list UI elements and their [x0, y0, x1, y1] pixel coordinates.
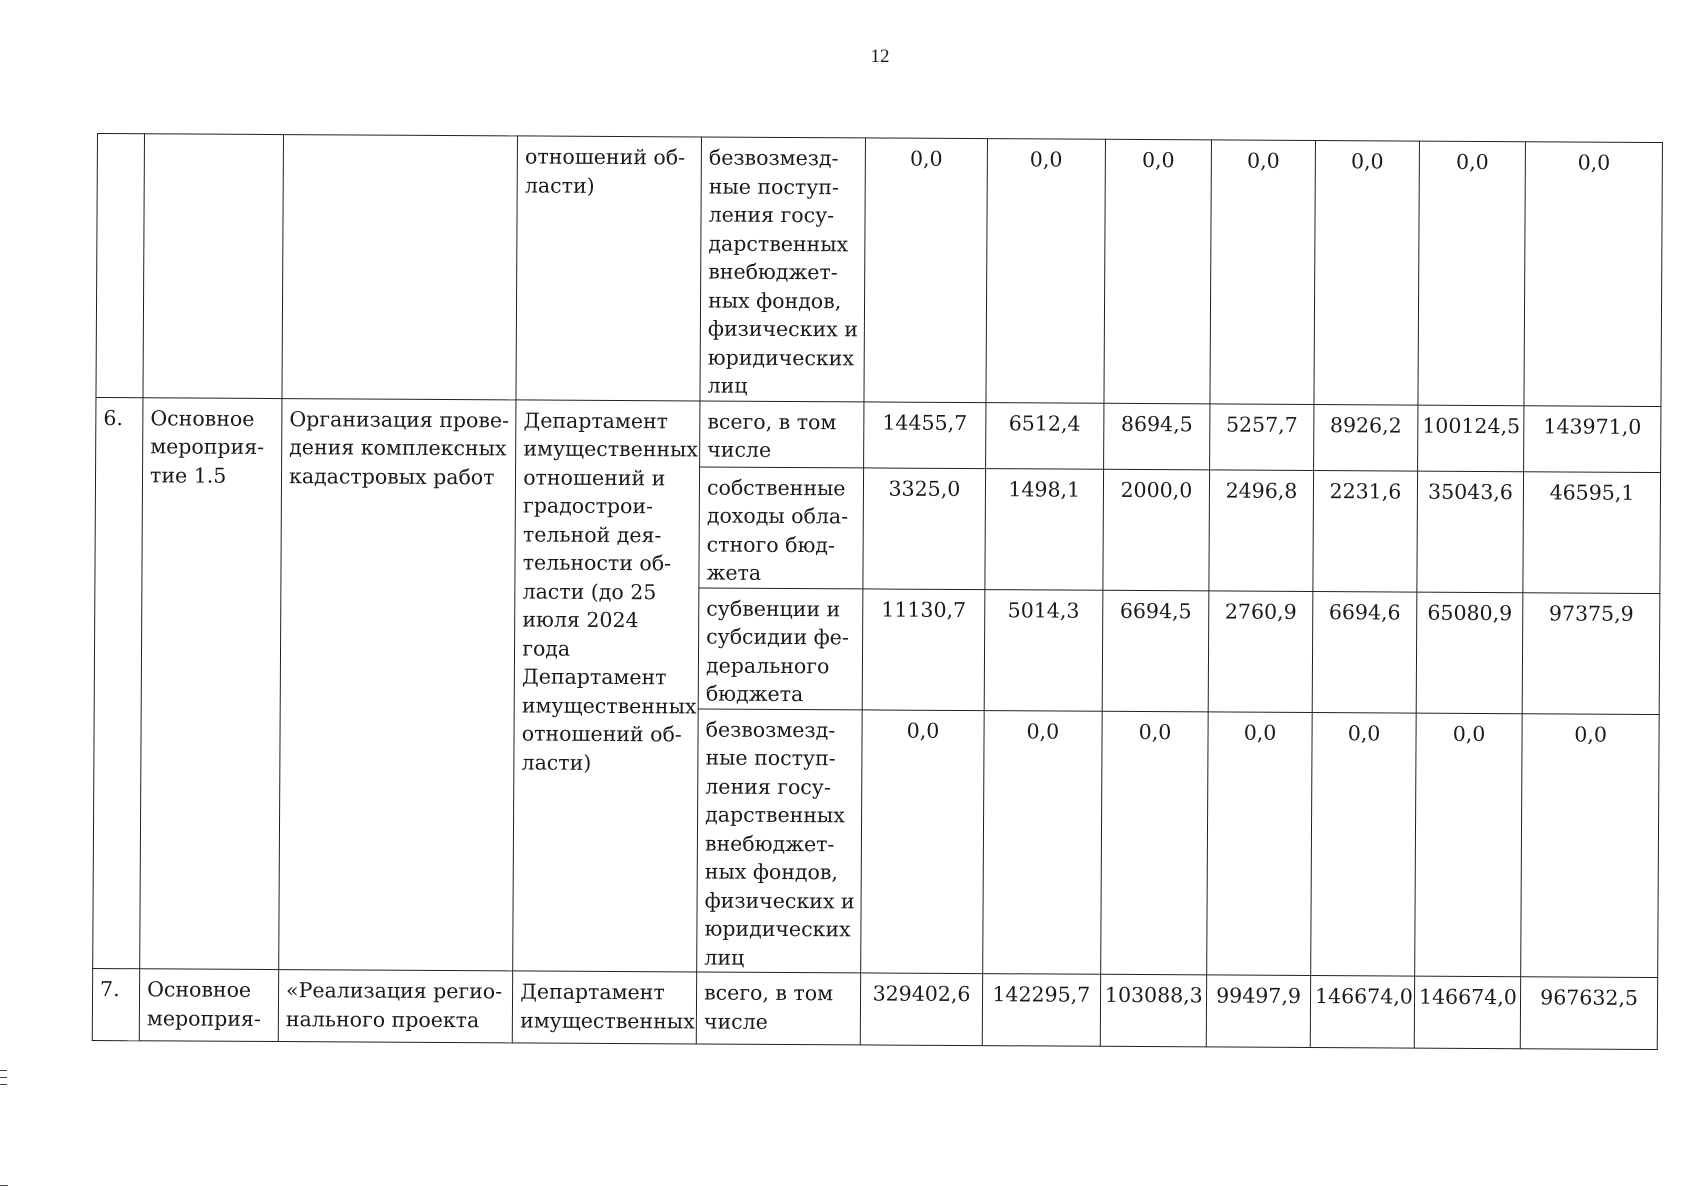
table-row [96, 397, 1661, 472]
event-type-cell: Основное мероприя- [139, 969, 278, 1042]
value-cell: 2760,9 [1208, 590, 1313, 712]
value-cell: 2496,8 [1209, 469, 1314, 591]
value-cell: 2231,6 [1313, 470, 1418, 592]
event-name-cell [282, 135, 518, 400]
value-cell: 6694,5 [1102, 590, 1209, 712]
budget-table [92, 133, 1663, 1050]
value-cell: 0,0 [1524, 142, 1662, 406]
value-cell: 1498,1 [985, 468, 1104, 590]
value-cell: 5014,3 [984, 589, 1103, 711]
value-cell: 3325,0 [863, 467, 985, 589]
table-row [96, 134, 1662, 407]
value-cell: 0,0 [1415, 713, 1523, 977]
funding-source-cell: безвозмезд- ные поступ- ления госу- дарственных внебюджет- ных фондов, физических и юридических лиц [697, 708, 863, 972]
value-cell: 0,0 [1207, 711, 1312, 975]
executor-cell: Департамент имущественных [512, 971, 696, 1044]
value-cell: 5257,7 [1210, 403, 1314, 470]
funding-source-cell: всего, в том числе [700, 400, 865, 467]
table-row [92, 968, 1657, 1049]
value-cell: 65080,9 [1416, 592, 1523, 714]
value-cell: 8926,2 [1314, 404, 1418, 471]
funding-source-cell: всего, в том числе [696, 972, 861, 1045]
row-number-cell [96, 134, 145, 398]
value-cell: 0,0 [864, 138, 987, 402]
value-cell: 100124,5 [1418, 405, 1525, 472]
value-cell: 329402,6 [860, 973, 982, 1046]
value-cell: 103088,3 [1100, 974, 1207, 1047]
value-cell: 2000,0 [1103, 469, 1210, 591]
value-cell: 99497,9 [1206, 975, 1310, 1048]
value-cell: 143971,0 [1524, 405, 1661, 472]
value-cell: 0,0 [1314, 141, 1419, 405]
value-cell: 0,0 [1101, 711, 1209, 975]
executor-cell: отношений об- ласти) [516, 136, 701, 401]
row-number-cell: 6. [93, 397, 143, 969]
funding-source-cell: безвозмезд- ные поступ- ления госу- дарственных внебюджет- ных фондов, физических и юридических лиц [700, 137, 866, 401]
value-cell: 0,0 [1521, 713, 1659, 977]
value-cell: 97375,9 [1522, 592, 1660, 714]
value-cell: 46595,1 [1523, 471, 1661, 593]
value-cell: 6694,6 [1312, 591, 1417, 713]
value-cell: 0,0 [1104, 139, 1212, 403]
event-name-cell: «Реализация регио- нального проекта [278, 970, 513, 1043]
value-cell: 0,0 [982, 710, 1102, 974]
value-cell: 35043,6 [1417, 471, 1524, 593]
funding-source-cell: собственные доходы обла- стного бюд- жета [699, 466, 864, 588]
value-cell: 967632,5 [1520, 977, 1657, 1050]
value-cell: 146674,0 [1310, 976, 1414, 1049]
value-cell: 0,0 [1210, 140, 1315, 404]
value-cell: 0,0 [1311, 712, 1416, 976]
funding-source-cell: субвенции и субсидии фе- дерального бюджета [698, 587, 863, 709]
value-cell: 6512,4 [985, 402, 1104, 469]
event-name-cell: Организация прове- дения комплексных кадастровых работ [279, 398, 516, 971]
value-cell: 0,0 [986, 139, 1106, 403]
page-number: 12 [870, 46, 890, 67]
row-number-cell: 7. [92, 968, 139, 1040]
binding-margin-mark [0, 1185, 8, 1186]
event-type-cell: Основное мероприя- тие 1.5 [140, 397, 282, 969]
value-cell: 14455,7 [864, 401, 986, 468]
value-cell: 11130,7 [862, 588, 984, 710]
value-cell: 0,0 [861, 709, 984, 973]
binding-margin-marks [0, 1070, 8, 1091]
value-cell: 8694,5 [1103, 403, 1210, 470]
executor-cell: Департамент имущественных отношений и градострои- тельной дея- тельности об- ласти (до 25 июля 2024 года Департамент имущественных отношений об- ласти) [513, 399, 700, 972]
value-cell: 146674,0 [1414, 976, 1521, 1049]
value-cell: 142295,7 [982, 974, 1101, 1047]
budget-table-sheet [92, 133, 1663, 1050]
event-type-cell [143, 134, 283, 398]
value-cell: 0,0 [1418, 141, 1526, 405]
